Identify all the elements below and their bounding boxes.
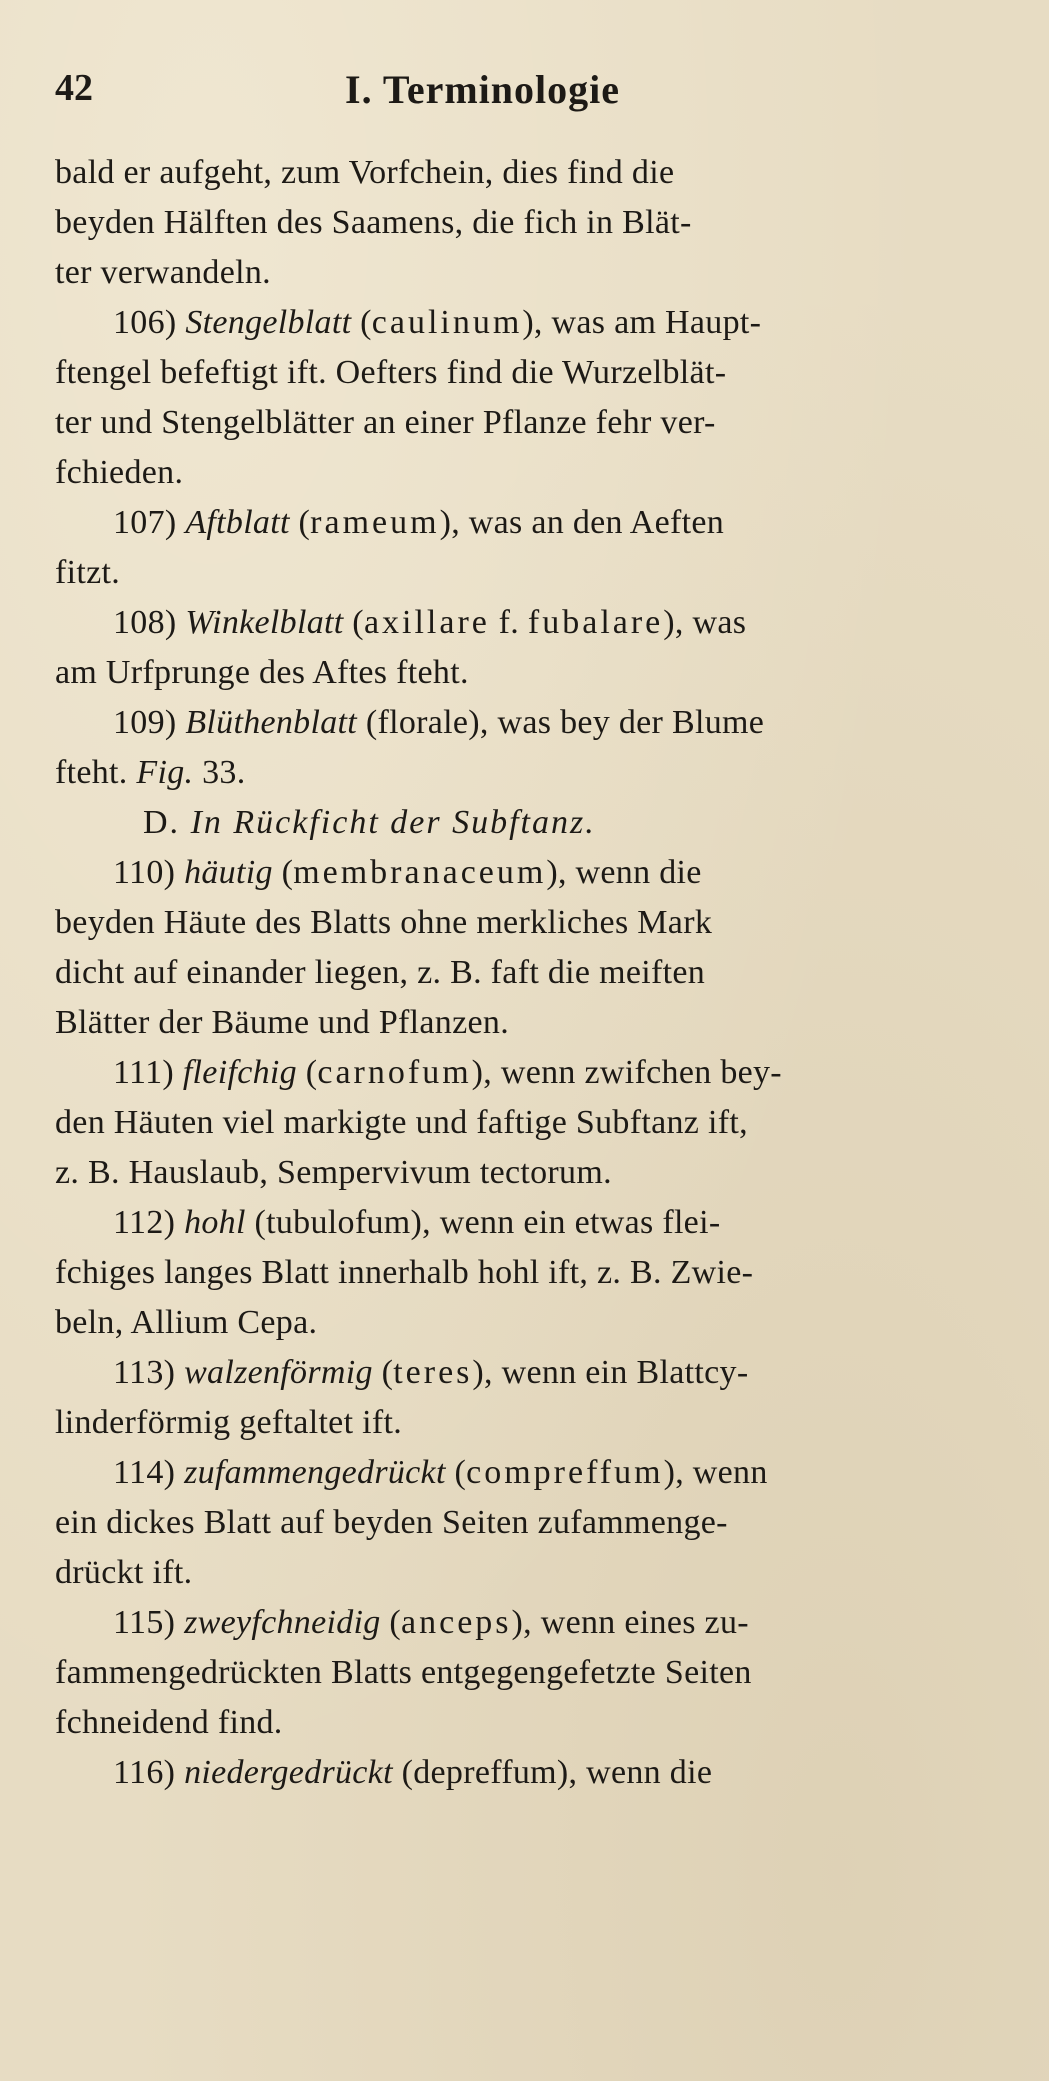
latin-term: teres bbox=[393, 1354, 473, 1391]
text-run: 107) bbox=[113, 504, 186, 541]
text-run: (tubulofum), wenn ein etwas flei- bbox=[245, 1204, 721, 1241]
text-run: ), wenn die bbox=[546, 854, 702, 891]
text-line bbox=[55, 898, 1000, 948]
text-run: ( bbox=[445, 1454, 467, 1491]
text-run: fchieden. bbox=[55, 454, 184, 491]
text-line bbox=[55, 1498, 1000, 1548]
text-run: f. bbox=[489, 604, 528, 641]
text-line bbox=[55, 298, 1000, 348]
text-line bbox=[55, 498, 1000, 548]
text-run: 106) bbox=[113, 304, 186, 341]
term-italic: fleifchig bbox=[182, 1054, 297, 1091]
text-run: fteht. bbox=[55, 754, 137, 791]
term-italic: niedergedrückt bbox=[184, 1754, 393, 1791]
text-run: am Urfprunge des Aftes fteht. bbox=[55, 654, 469, 691]
text-run: Fig. bbox=[136, 754, 194, 791]
text-run: 113) bbox=[113, 1354, 185, 1391]
text-line bbox=[55, 998, 1000, 1048]
term-italic: zweyfchneidig bbox=[184, 1604, 381, 1641]
text-run: fitzt. bbox=[55, 554, 121, 591]
latin-term: fubalare bbox=[527, 604, 664, 641]
text-run: 33. bbox=[193, 754, 246, 791]
text-line bbox=[55, 648, 1000, 698]
text-run: ter verwandeln. bbox=[55, 254, 271, 291]
text-run: 115) bbox=[113, 1604, 185, 1641]
running-head: I. Terminologie bbox=[345, 67, 621, 112]
text-run: fchiges langes Blatt innerhalb hohl ift, z. B. Zwie- bbox=[55, 1254, 754, 1291]
term-italic: Aftblatt bbox=[185, 504, 290, 541]
text-run: In Rückficht der Subftanz. bbox=[190, 804, 596, 841]
text-line bbox=[55, 1248, 1000, 1298]
latin-term: caulinum bbox=[371, 304, 523, 341]
text-run: ftengel befeftigt ift. Oefters find die Wurzelblät- bbox=[55, 354, 727, 391]
text-line bbox=[55, 948, 1000, 998]
text-run: ein dickes Blatt auf beyden Seiten zufammenge- bbox=[55, 1504, 728, 1541]
latin-term: carnofum bbox=[317, 1054, 472, 1091]
text-line bbox=[55, 1198, 1000, 1248]
latin-term: compreffum bbox=[466, 1454, 664, 1491]
text-line bbox=[55, 598, 1000, 648]
term-italic: Winkelblatt bbox=[185, 604, 344, 641]
text-run: ), wenn bbox=[663, 1454, 768, 1491]
text-line bbox=[55, 248, 1000, 298]
text-line bbox=[55, 1148, 1000, 1198]
text-run: 108) bbox=[113, 604, 186, 641]
text-run: ( bbox=[289, 504, 311, 541]
term-italic: zufammengedrückt bbox=[184, 1454, 446, 1491]
term-italic: häutig bbox=[184, 854, 273, 891]
text-run: ter und Stengelblätter an einer Pflanze fehr ver- bbox=[55, 404, 716, 441]
body-text bbox=[55, 148, 1000, 1798]
text-run: (depreffum), wenn die bbox=[392, 1754, 713, 1791]
text-run: (florale), was bey der Blume bbox=[357, 704, 765, 741]
term-italic: hohl bbox=[184, 1204, 246, 1241]
text-run: 114) bbox=[113, 1454, 185, 1491]
section-heading bbox=[55, 798, 1000, 848]
term-italic: walzenförmig bbox=[184, 1354, 373, 1391]
text-run: 116) bbox=[113, 1754, 185, 1791]
text-run: den Häuten viel markigte und faftige Subftanz ift, bbox=[55, 1104, 748, 1141]
text-run: 111) bbox=[113, 1054, 183, 1091]
text-line bbox=[55, 348, 1000, 398]
text-run: ( bbox=[296, 1054, 318, 1091]
text-line bbox=[55, 448, 1000, 498]
text-run: ( bbox=[372, 1354, 394, 1391]
text-run: ), was an den Aeften bbox=[439, 504, 725, 541]
page-header bbox=[55, 66, 995, 126]
term-italic: Stengelblatt bbox=[185, 304, 352, 341]
text-run: ), was bbox=[663, 604, 747, 641]
term-italic: Blüthenblatt bbox=[185, 704, 358, 741]
text-run: z. B. Hauslaub, Sempervivum tectorum. bbox=[55, 1154, 612, 1191]
latin-term: membranaceum bbox=[293, 854, 547, 891]
text-line bbox=[55, 1598, 1000, 1648]
text-run: beyden Hälften des Saamens, die fich in Blät- bbox=[55, 204, 692, 241]
text-line bbox=[55, 748, 1000, 798]
text-line bbox=[55, 548, 1000, 598]
text-run: D. bbox=[143, 804, 191, 841]
text-line bbox=[55, 698, 1000, 748]
text-run: bald er aufgeht, zum Vorfchein, dies find die bbox=[55, 154, 675, 191]
text-run: ( bbox=[380, 1604, 402, 1641]
text-run: fammengedrückten Blatts entgegengefetzte Seiten bbox=[55, 1654, 752, 1691]
text-line bbox=[55, 1098, 1000, 1148]
text-run: 112) bbox=[113, 1204, 185, 1241]
text-run: beyden Häute des Blatts ohne merkliches Mark bbox=[55, 904, 713, 941]
text-run: fchneidend find. bbox=[55, 1704, 283, 1741]
text-run: ( bbox=[343, 604, 364, 641]
text-line bbox=[55, 1648, 1000, 1698]
text-line bbox=[55, 1748, 1000, 1798]
text-run: 110) bbox=[113, 854, 185, 891]
text-run: Blätter der Bäume und Pflanzen. bbox=[55, 1004, 509, 1041]
text-line bbox=[55, 1448, 1000, 1498]
text-line bbox=[55, 1398, 1000, 1448]
latin-term: axillare bbox=[363, 604, 490, 641]
text-line bbox=[55, 398, 1000, 448]
text-line bbox=[55, 1698, 1000, 1748]
text-run: beln, Allium Cepa. bbox=[55, 1304, 318, 1341]
text-line bbox=[55, 148, 1000, 198]
text-run: drückt ift. bbox=[55, 1554, 193, 1591]
text-run: ( bbox=[351, 304, 372, 341]
latin-term: anceps bbox=[401, 1604, 512, 1641]
text-line bbox=[55, 1298, 1000, 1348]
text-line bbox=[55, 1348, 1000, 1398]
text-run: 109) bbox=[113, 704, 186, 741]
text-run: ), wenn zwifchen bey- bbox=[471, 1054, 782, 1091]
page-number: 42 bbox=[55, 67, 93, 109]
text-run: ), was am Haupt- bbox=[522, 304, 762, 341]
text-line bbox=[55, 198, 1000, 248]
text-line bbox=[55, 848, 1000, 898]
text-line bbox=[55, 1548, 1000, 1598]
text-run: ), wenn ein Blattcy- bbox=[472, 1354, 749, 1391]
latin-term: rameum bbox=[310, 504, 440, 541]
text-run: ), wenn eines zu- bbox=[511, 1604, 749, 1641]
text-run: linderförmig geftaltet ift. bbox=[55, 1404, 403, 1441]
text-run: ( bbox=[272, 854, 294, 891]
text-line bbox=[55, 1048, 1000, 1098]
text-run: dicht auf einander liegen, z. B. faft die meiften bbox=[55, 954, 706, 991]
